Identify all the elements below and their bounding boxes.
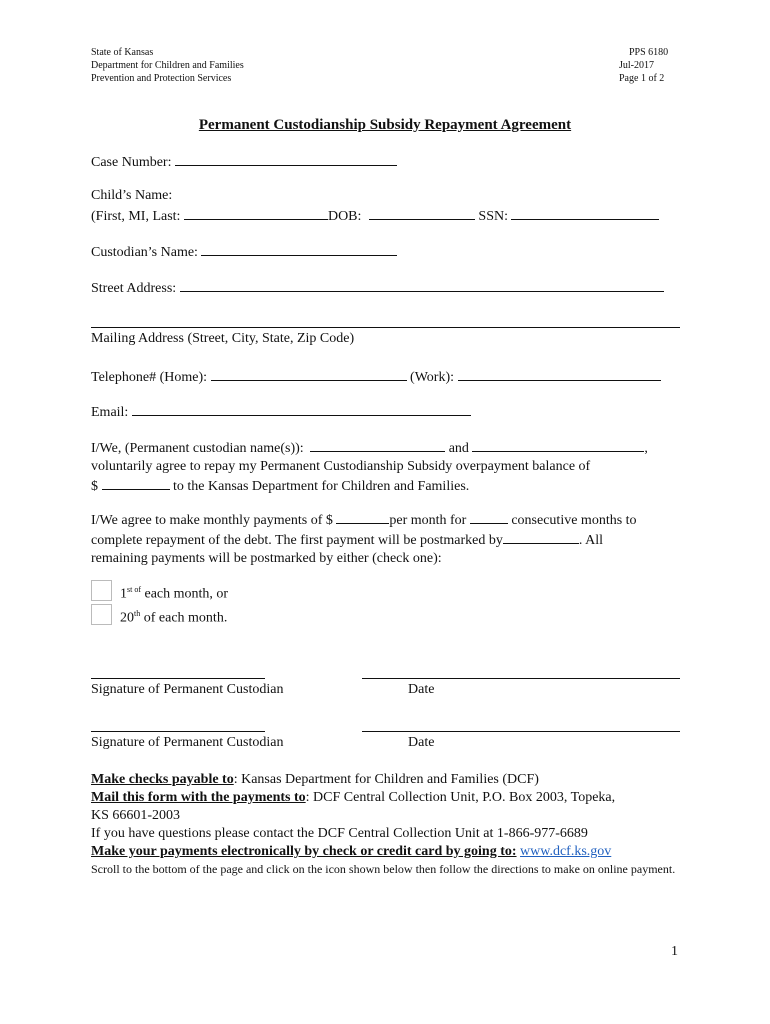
telephone-home-field[interactable] — [211, 367, 407, 381]
payments-line-2 — [91, 530, 683, 550]
consecutive-months-label: consecutive months to — [511, 513, 637, 528]
form-date: Jul-2017 — [619, 60, 654, 71]
form-meta — [619, 46, 668, 85]
case-number-row — [91, 152, 397, 171]
ssn-field[interactable] — [511, 206, 659, 220]
form-id: PPS 6180 — [629, 47, 669, 58]
street-address-field[interactable] — [180, 278, 664, 292]
mail-form-zip: KS 66601-2003 — [91, 808, 181, 823]
checks-payable-label: Make checks payable to — [91, 772, 234, 787]
agreement-line-3 — [91, 476, 683, 496]
dcf-website-link[interactable]: www.dcf.ks.gov — [520, 844, 612, 859]
agency-department: Department for Children and Families — [91, 60, 244, 71]
overpayment-balance-field[interactable] — [102, 476, 170, 490]
telephone-home-label: Telephone# (Home): — [91, 370, 208, 385]
dollar-sign: $ — [91, 479, 98, 494]
option-1st-checkbox[interactable] — [91, 580, 112, 601]
case-number-label: Case Number: — [91, 155, 172, 170]
dob-field[interactable] — [369, 206, 475, 220]
first-payment-label: complete repayment of the debt. The first payment will be postmarked by — [91, 533, 503, 548]
form-page: Page 1 of 2 — [619, 73, 665, 84]
case-number-field[interactable] — [175, 152, 397, 166]
mail-form-label: Mail this form with the payments to — [91, 790, 306, 805]
electronic-payment-label: Make your payments electronically by check or credit card by going to: — [91, 844, 517, 859]
ssn-label: SSN: — [478, 209, 508, 224]
agreement-line-1: I/We, (Permanent custodian name(s)): and , — [91, 438, 683, 458]
mail-form-value: : DCF Central Collection Unit, P.O. Box 2003, Topeka, — [305, 790, 616, 805]
page-number: 1 — [671, 944, 678, 959]
electronic-payment-line — [91, 843, 686, 861]
mail-form-line — [91, 789, 686, 807]
child-name-field[interactable] — [184, 206, 328, 220]
first-payment-date-field[interactable] — [503, 530, 579, 544]
page-title: Permanent Custodianship Subsidy Repayment Agreement — [198, 117, 572, 133]
consecutive-months-field[interactable] — [470, 510, 508, 524]
custodian-name-label: Custodian’s Name: — [91, 245, 198, 260]
custodian-names-label: I/We, (Permanent custodian name(s)): — [91, 441, 304, 456]
date-2-line[interactable] — [362, 731, 680, 732]
monthly-amount-field[interactable] — [336, 510, 389, 524]
option-20th-checkbox[interactable] — [91, 604, 112, 625]
agreement-line-2: voluntarily agree to repay my Permanent Custodianship Subsidy overpayment balance of — [91, 459, 591, 474]
payments-paragraph — [91, 510, 683, 568]
date-1-label: Date — [408, 682, 435, 697]
scroll-note: Scroll to the bottom of the page and click on the icon shown below then follow the directions to make on online payment. — [91, 862, 676, 876]
signature-1-label: Signature of Permanent Custodian — [91, 682, 284, 697]
telephone-work-label: (Work): — [410, 370, 455, 385]
custodian-name-field[interactable] — [201, 242, 397, 256]
agency-division: Prevention and Protection Services — [91, 73, 232, 84]
email-label: Email: — [91, 405, 129, 420]
per-month-label: per month for — [389, 513, 467, 528]
questions-contact: If you have questions please contact the DCF Central Collection Unit at 1-866-977-6689 — [91, 826, 588, 841]
telephone-work-field[interactable] — [458, 367, 661, 381]
first-mi-last-label: (First, MI, Last: — [91, 209, 181, 224]
custodian-name-row — [91, 242, 397, 261]
payments-line-1 — [91, 510, 683, 530]
mailing-address-field[interactable] — [91, 327, 680, 328]
signature-1-line[interactable] — [91, 678, 265, 679]
monthly-payment-label: I/We agree to make monthly payments of $ — [91, 513, 333, 528]
option-1st-label: $1^{st of}$ each month, or — [120, 585, 229, 602]
date-1-line[interactable] — [362, 678, 680, 679]
email-row — [91, 402, 471, 421]
telephone-row — [91, 367, 661, 386]
date-2-label: Date — [408, 735, 435, 750]
childs-name-label: Child’s Name: — [91, 188, 173, 203]
payment-instructions — [91, 771, 686, 877]
all-label: . All — [578, 533, 603, 548]
email-field[interactable] — [132, 402, 471, 416]
signature-2-line[interactable] — [91, 731, 265, 732]
agency-header — [91, 46, 244, 85]
checks-payable-line — [91, 771, 686, 789]
agreement-line-3-suffix: to the Kansas Department for Children and Families. — [173, 479, 470, 494]
custodian-name-1-field[interactable] — [310, 438, 445, 452]
street-address-row — [91, 278, 664, 297]
signature-2-label: Signature of Permanent Custodian — [91, 735, 284, 750]
agreement-paragraph — [91, 438, 683, 496]
street-address-label: Street Address: — [91, 281, 177, 296]
custodian-name-2-field[interactable] — [472, 438, 644, 452]
dob-label: DOB: — [327, 209, 362, 224]
and-text: and — [448, 441, 469, 456]
option-20th-label: 20th of each month. — [120, 609, 228, 626]
child-details-row — [91, 206, 659, 225]
agency-state: State of Kansas — [91, 47, 154, 58]
payments-line-3: remaining payments will be postmarked by either (check one): — [91, 551, 442, 566]
mailing-address-label: Mailing Address (Street, City, State, Zip Code) — [91, 331, 355, 346]
checks-payable-value: : Kansas Department for Children and Families (DCF) — [233, 772, 539, 787]
